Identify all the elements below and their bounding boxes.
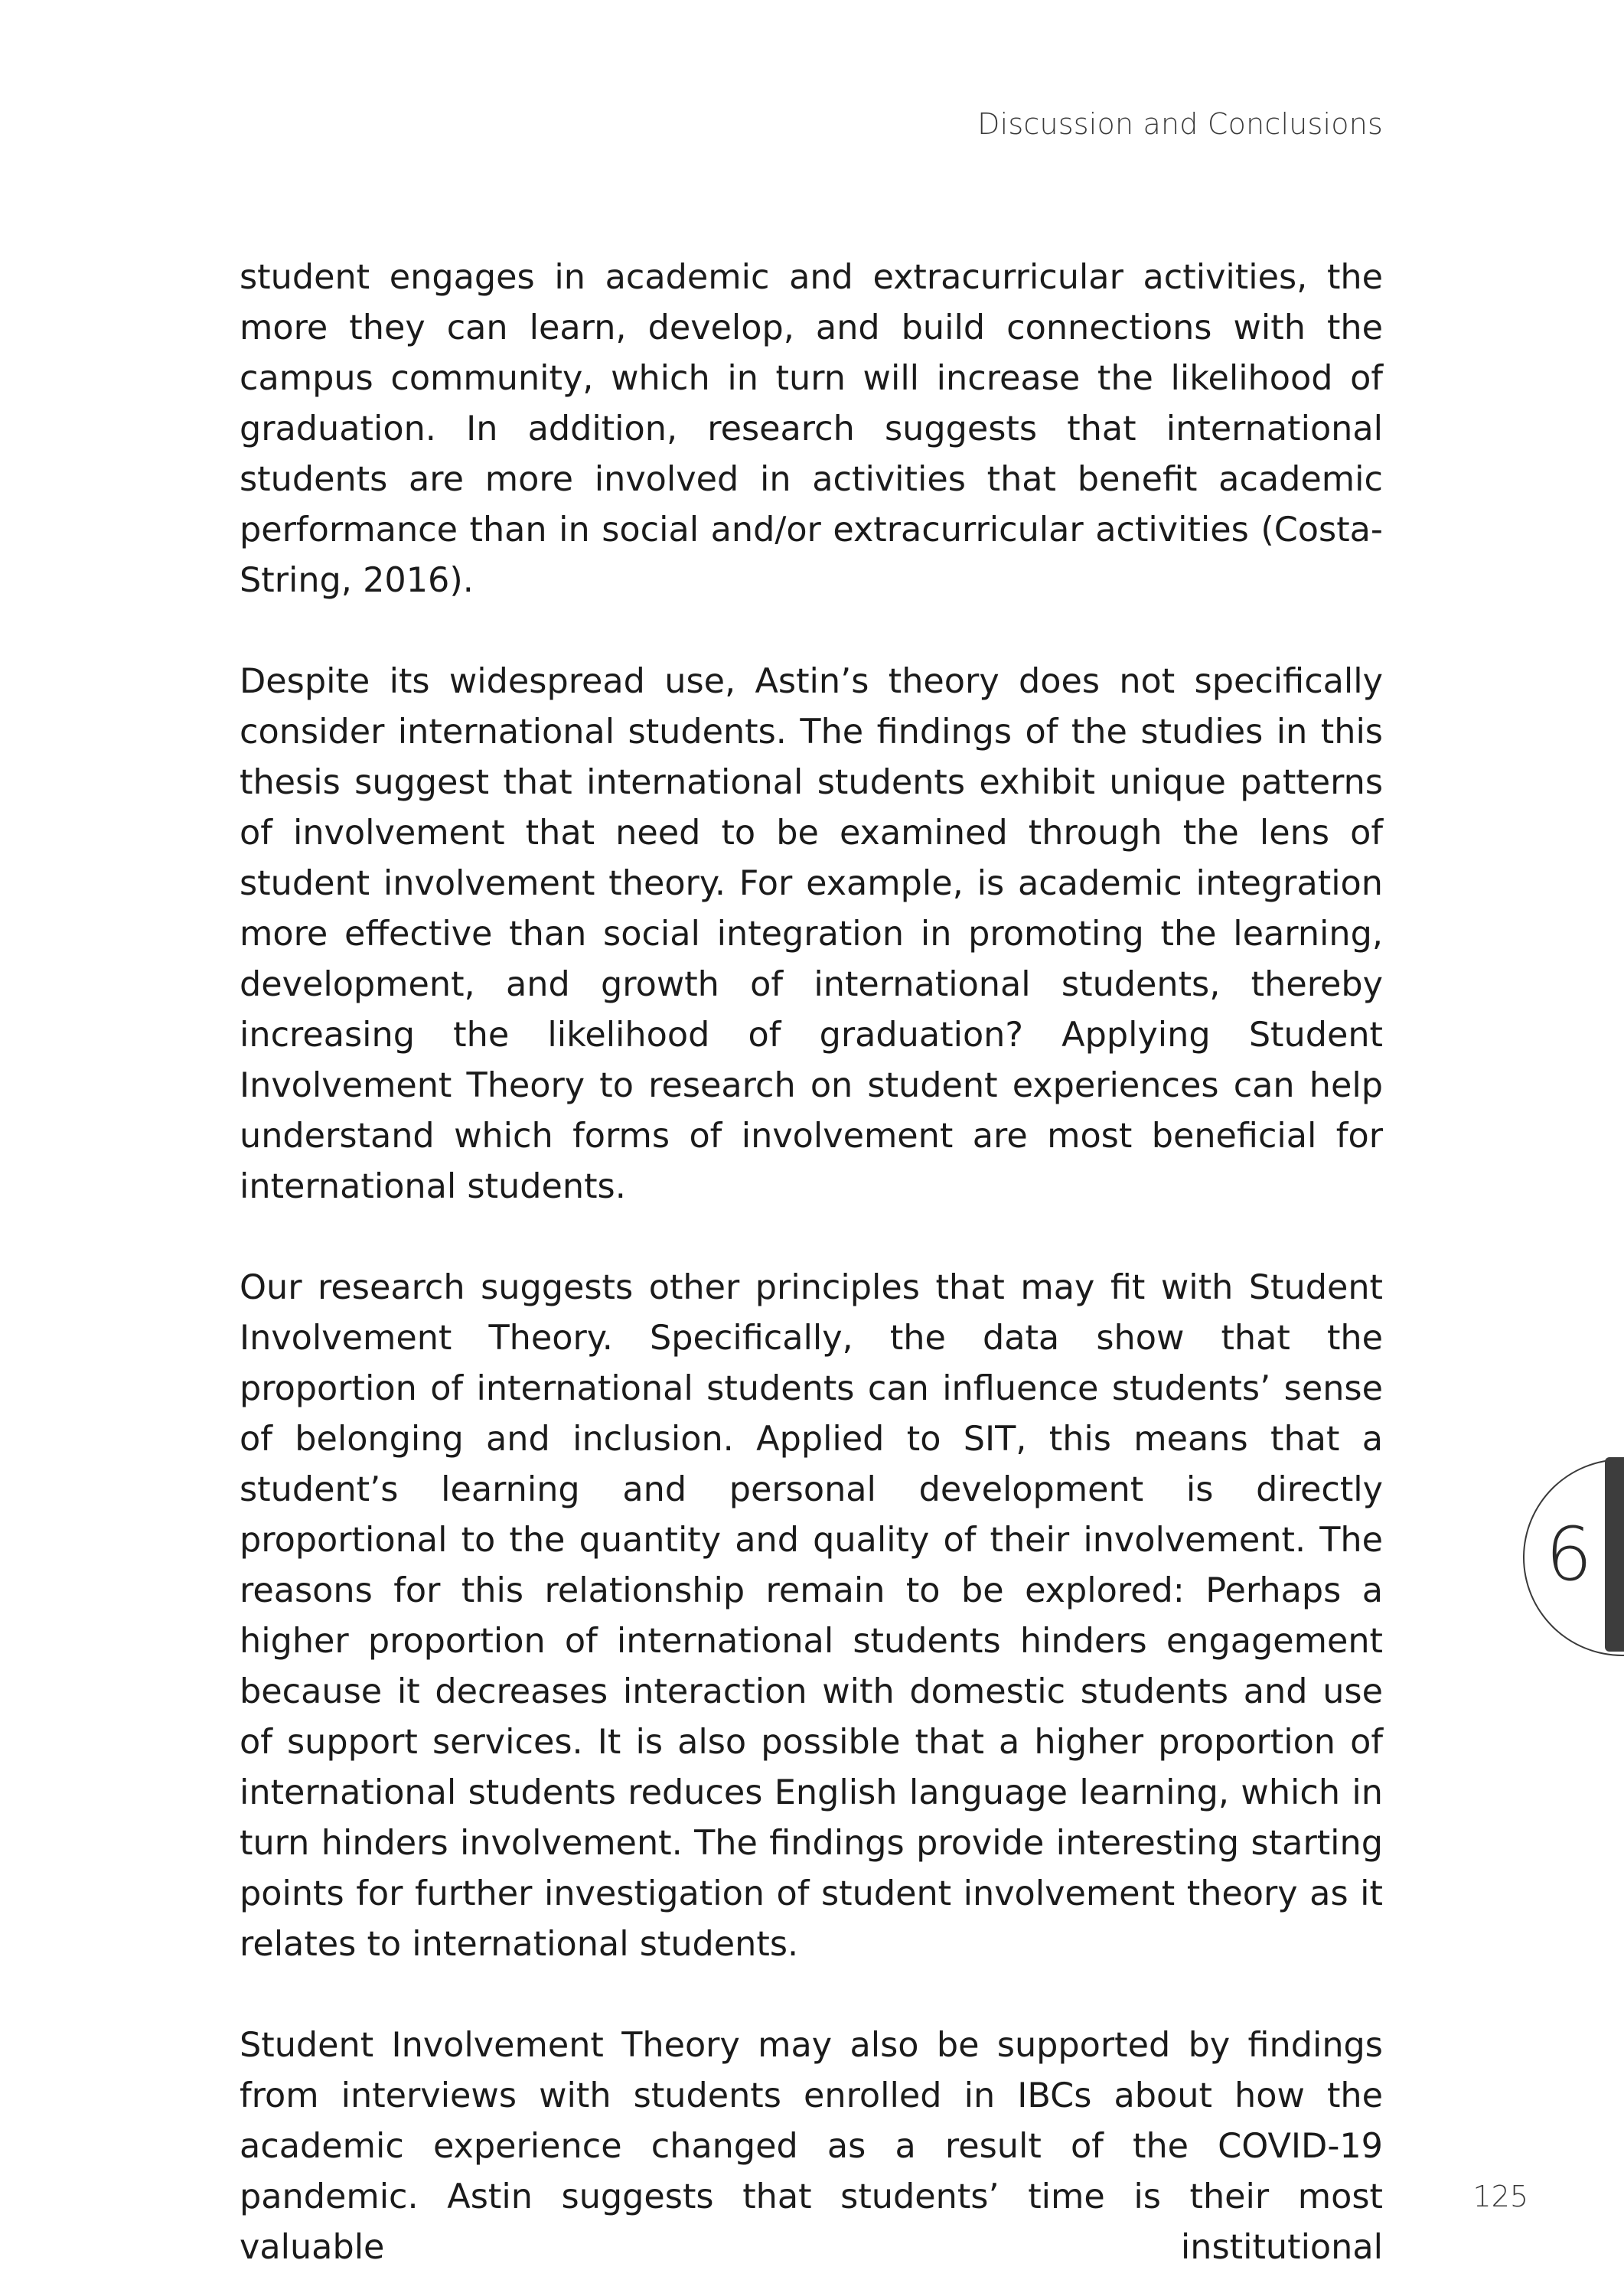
- running-header-title: Discussion and Conclusions: [977, 107, 1383, 141]
- chapter-number: 6: [1545, 1512, 1593, 1597]
- paragraph-2: Despite its widespread use, Astin’s theory does not specifically consider international students. The findings of the studies in this thesis suggest that international students exhibit unique patterns of involvement that need to be examined through the lens of student involvement theory. For example, is academic integration more effective than social integration in promoting the learning, development, and growth of international students, thereby increasing the likelihood of graduation? Applying Student Involvement Theory to research on student experiences can help understand which forms of involvement are most beneficial for international students.: [240, 662, 1383, 1206]
- paragraph-1: student engages in academic and extracurricular activities, the more they can learn, develop, and build connections with the campus community, which in turn will increase the likelihood of graduation. In addition, research suggests that international students are more involved in activities that benefit academic performance than in social and/or extracurricular activities (Costa-String, 2016).: [240, 258, 1383, 600]
- paragraph-3: Our research suggests other principles that may fit with Student Involvement Theory. Specifically, the data show that the proportion of international students can influence students’ sense of belonging and inclusion. Applied to SIT, this means that a student’s learning and personal development is directly proportional to the quantity and quality of their involvement. The reasons for this relationship remain to be explored: Perhaps a higher proportion of international students hinders engagement because it decreases interaction with domestic students and use of support services. It is also possible that a higher proportion of international students reduces English language learning, which in turn hinders involvement. The findings provide interesting starting points for further investigation of student involvement theory as it relates to international students.: [240, 1268, 1383, 1964]
- paragraph-4: Student Involvement Theory may also be supported by findings from interviews with students enrolled in IBCs about how the academic experience changed as a result of the COVID-19 pandemic. Astin suggests that students’ time is their most valuable institutional: [240, 2026, 1383, 2267]
- page-number: 125: [1472, 2180, 1528, 2213]
- body-text: [240, 253, 1383, 2273]
- chapter-tab-bar: [1605, 1457, 1624, 1652]
